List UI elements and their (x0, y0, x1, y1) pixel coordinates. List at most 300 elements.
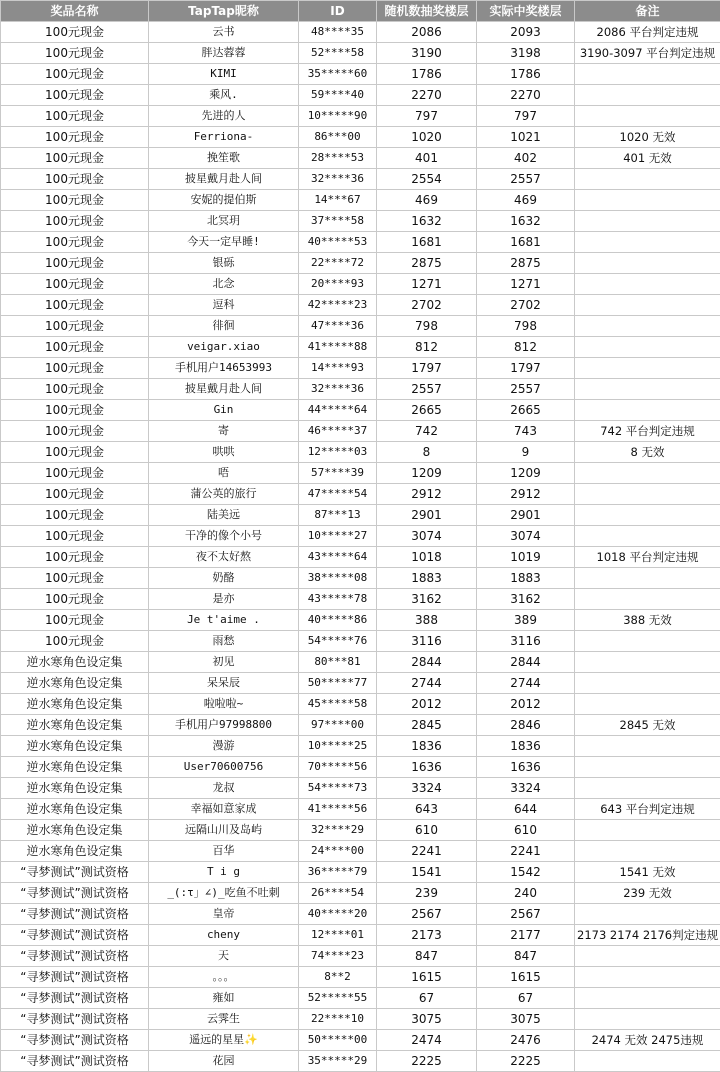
nickname-cell: 北冥玥 (149, 211, 299, 232)
nickname-cell: 哄哄 (149, 442, 299, 463)
remark-cell: 3190-3097 平台判定违规 (575, 43, 720, 64)
nickname-cell: 披星戴月赴人间 (149, 379, 299, 400)
prize-cell: 100元现金 (1, 316, 149, 337)
actual-floor-cell: 798 (477, 316, 575, 337)
table-row (1, 1030, 720, 1051)
prize-cell: 100元现金 (1, 589, 149, 610)
prize-cell: “寻梦测试”测试资格 (1, 1051, 149, 1072)
remark-cell (575, 253, 720, 274)
table-row (1, 358, 720, 379)
actual-floor-cell: 1632 (477, 211, 575, 232)
nickname-cell: 漫游 (149, 736, 299, 757)
table-row (1, 757, 720, 778)
nickname-cell: 安妮的提伯斯 (149, 190, 299, 211)
prize-cell: 100元现金 (1, 295, 149, 316)
nickname-cell: 奶酪 (149, 568, 299, 589)
remark-cell (575, 820, 720, 841)
random-floor-cell: 2912 (377, 484, 477, 505)
nickname-cell: cheny (149, 925, 299, 946)
random-floor-cell: 2086 (377, 22, 477, 43)
id-cell: 41*****88 (299, 337, 377, 358)
prize-cell: 100元现金 (1, 568, 149, 589)
id-cell: 38*****08 (299, 568, 377, 589)
remark-cell (575, 694, 720, 715)
table-row (1, 421, 720, 442)
table-row (1, 799, 720, 820)
remark-cell (575, 337, 720, 358)
table-row (1, 253, 720, 274)
actual-floor-cell: 1797 (477, 358, 575, 379)
prize-cell: 100元现金 (1, 337, 149, 358)
prize-cell: 100元现金 (1, 232, 149, 253)
actual-floor-cell: 3075 (477, 1009, 575, 1030)
nickname-cell: KIMI (149, 64, 299, 85)
id-cell: 86***00 (299, 127, 377, 148)
actual-floor-cell: 1681 (477, 232, 575, 253)
nickname-cell: 胖达蓉蓉 (149, 43, 299, 64)
id-cell: 10*****27 (299, 526, 377, 547)
actual-floor-cell: 2225 (477, 1051, 575, 1072)
prize-cell: “寻梦测试”测试资格 (1, 988, 149, 1009)
table-row (1, 463, 720, 484)
remark-cell: 388 无效 (575, 610, 720, 631)
id-cell: 20****93 (299, 274, 377, 295)
actual-floor-cell: 2844 (477, 652, 575, 673)
random-floor-cell: 643 (377, 799, 477, 820)
nickname-cell: 是亦 (149, 589, 299, 610)
prize-cell: 100元现金 (1, 274, 149, 295)
prize-cell: 100元现金 (1, 421, 149, 442)
table-row (1, 547, 720, 568)
table-row (1, 883, 720, 904)
random-floor-cell: 2225 (377, 1051, 477, 1072)
id-cell: 43*****64 (299, 547, 377, 568)
id-cell: 32****36 (299, 379, 377, 400)
remark-cell (575, 64, 720, 85)
remark-cell (575, 463, 720, 484)
header-random-floor: 随机数抽奖楼层 (377, 1, 477, 22)
nickname-cell: Je t'aime . (149, 610, 299, 631)
actual-floor-cell: 2846 (477, 715, 575, 736)
remark-cell (575, 841, 720, 862)
id-cell: 14***67 (299, 190, 377, 211)
nickname-cell: 逗科 (149, 295, 299, 316)
random-floor-cell: 1681 (377, 232, 477, 253)
header-actual-floor: 实际中奖楼层 (477, 1, 575, 22)
id-cell: 28****53 (299, 148, 377, 169)
actual-floor-cell: 3074 (477, 526, 575, 547)
actual-floor-cell: 610 (477, 820, 575, 841)
table-row (1, 1009, 720, 1030)
header-taptap-nickname: TapTap昵称 (149, 1, 299, 22)
remark-cell (575, 379, 720, 400)
nickname-cell: 呆呆辰 (149, 673, 299, 694)
id-cell: 70*****56 (299, 757, 377, 778)
id-cell: 44*****64 (299, 400, 377, 421)
table-row (1, 589, 720, 610)
id-cell: 22****72 (299, 253, 377, 274)
actual-floor-cell: 9 (477, 442, 575, 463)
header-id: ID (299, 1, 377, 22)
remark-cell: 643 平台判定违规 (575, 799, 720, 820)
id-cell: 12*****03 (299, 442, 377, 463)
nickname-cell: 啦啦啦~ (149, 694, 299, 715)
prize-cell: 100元现金 (1, 211, 149, 232)
nickname-cell: 雨愁 (149, 631, 299, 652)
id-cell: 8**2 (299, 967, 377, 988)
nickname-cell: 蒲公英的旅行 (149, 484, 299, 505)
remark-cell: 1541 无效 (575, 862, 720, 883)
actual-floor-cell: 1786 (477, 64, 575, 85)
actual-floor-cell: 2665 (477, 400, 575, 421)
prize-cell: 逆水寒角色设定集 (1, 673, 149, 694)
nickname-cell: 雍如 (149, 988, 299, 1009)
nickname-cell: 北念 (149, 274, 299, 295)
random-floor-cell: 2875 (377, 253, 477, 274)
remark-cell (575, 904, 720, 925)
random-floor-cell: 1018 (377, 547, 477, 568)
nickname-cell: 先进的人 (149, 106, 299, 127)
remark-cell (575, 190, 720, 211)
prize-cell: 100元现金 (1, 148, 149, 169)
id-cell: 52*****55 (299, 988, 377, 1009)
table-row (1, 904, 720, 925)
nickname-cell: T i g (149, 862, 299, 883)
id-cell: 54*****73 (299, 778, 377, 799)
prize-cell: 100元现金 (1, 547, 149, 568)
prize-cell: “寻梦测试”测试资格 (1, 904, 149, 925)
actual-floor-cell: 2567 (477, 904, 575, 925)
remark-cell: 1020 无效 (575, 127, 720, 148)
actual-floor-cell: 812 (477, 337, 575, 358)
remark-cell (575, 652, 720, 673)
actual-floor-cell: 2270 (477, 85, 575, 106)
actual-floor-cell: 644 (477, 799, 575, 820)
actual-floor-cell: 3162 (477, 589, 575, 610)
table-row (1, 484, 720, 505)
actual-floor-cell: 1019 (477, 547, 575, 568)
remark-cell: 8 无效 (575, 442, 720, 463)
remark-cell: 401 无效 (575, 148, 720, 169)
actual-floor-cell: 743 (477, 421, 575, 442)
nickname-cell: 披星戴月赴人间 (149, 169, 299, 190)
remark-cell (575, 736, 720, 757)
random-floor-cell: 3162 (377, 589, 477, 610)
id-cell: 59****40 (299, 85, 377, 106)
prize-cell: 逆水寒角色设定集 (1, 757, 149, 778)
remark-cell: 2173 2174 2176判定违规 (575, 925, 720, 946)
actual-floor-cell: 2702 (477, 295, 575, 316)
random-floor-cell: 8 (377, 442, 477, 463)
table-row (1, 652, 720, 673)
table-row (1, 673, 720, 694)
table-row (1, 295, 720, 316)
nickname-cell: 手机用户14653993 (149, 358, 299, 379)
prize-cell: 100元现金 (1, 64, 149, 85)
random-floor-cell: 797 (377, 106, 477, 127)
table-row (1, 400, 720, 421)
table-row (1, 736, 720, 757)
prize-cell: 100元现金 (1, 358, 149, 379)
id-cell: 22****10 (299, 1009, 377, 1030)
prize-cell: 100元现金 (1, 190, 149, 211)
table-row (1, 190, 720, 211)
remark-cell (575, 358, 720, 379)
remark-cell (575, 1051, 720, 1072)
id-cell: 47*****54 (299, 484, 377, 505)
prize-cell: 100元现金 (1, 463, 149, 484)
remark-cell (575, 85, 720, 106)
random-floor-cell: 2173 (377, 925, 477, 946)
table-row (1, 631, 720, 652)
random-floor-cell: 2270 (377, 85, 477, 106)
actual-floor-cell: 1271 (477, 274, 575, 295)
table-row (1, 148, 720, 169)
prize-cell: “寻梦测试”测试资格 (1, 883, 149, 904)
actual-floor-cell: 1209 (477, 463, 575, 484)
remark-cell (575, 211, 720, 232)
random-floor-cell: 1786 (377, 64, 477, 85)
random-floor-cell: 2241 (377, 841, 477, 862)
random-floor-cell: 1836 (377, 736, 477, 757)
id-cell: 54*****76 (299, 631, 377, 652)
table-row (1, 442, 720, 463)
id-cell: 12****01 (299, 925, 377, 946)
nickname-cell: 云霁生 (149, 1009, 299, 1030)
random-floor-cell: 1797 (377, 358, 477, 379)
random-floor-cell: 2665 (377, 400, 477, 421)
table-row (1, 946, 720, 967)
header-prize-name: 奖品名称 (1, 1, 149, 22)
nickname-cell: 手机用户97998800 (149, 715, 299, 736)
id-cell: 40*****53 (299, 232, 377, 253)
actual-floor-cell: 847 (477, 946, 575, 967)
remark-cell: 1018 平台判定违规 (575, 547, 720, 568)
random-floor-cell: 2844 (377, 652, 477, 673)
actual-floor-cell: 1636 (477, 757, 575, 778)
prize-cell: 100元现金 (1, 400, 149, 421)
nickname-cell: 徘徊 (149, 316, 299, 337)
remark-cell: 742 平台判定违规 (575, 421, 720, 442)
remark-cell (575, 295, 720, 316)
random-floor-cell: 3074 (377, 526, 477, 547)
table-row (1, 22, 720, 43)
id-cell: 36*****79 (299, 862, 377, 883)
nickname-cell: Ferriona- (149, 127, 299, 148)
prize-cell: 100元现金 (1, 169, 149, 190)
id-cell: 57****39 (299, 463, 377, 484)
prize-cell: 100元现金 (1, 442, 149, 463)
remark-cell (575, 232, 720, 253)
random-floor-cell: 3116 (377, 631, 477, 652)
random-floor-cell: 1541 (377, 862, 477, 883)
table-row (1, 169, 720, 190)
id-cell: 52****58 (299, 43, 377, 64)
remark-cell (575, 400, 720, 421)
table-row (1, 379, 720, 400)
prize-cell: 逆水寒角色设定集 (1, 841, 149, 862)
table-row (1, 925, 720, 946)
prize-cell: 逆水寒角色设定集 (1, 652, 149, 673)
prize-cell: 逆水寒角色设定集 (1, 694, 149, 715)
random-floor-cell: 67 (377, 988, 477, 1009)
actual-floor-cell: 797 (477, 106, 575, 127)
table-row (1, 505, 720, 526)
remark-cell: 239 无效 (575, 883, 720, 904)
prize-cell: 逆水寒角色设定集 (1, 715, 149, 736)
random-floor-cell: 2845 (377, 715, 477, 736)
id-cell: 26****54 (299, 883, 377, 904)
remark-cell (575, 505, 720, 526)
actual-floor-cell: 2476 (477, 1030, 575, 1051)
nickname-cell: 夜不太好熬 (149, 547, 299, 568)
random-floor-cell: 1636 (377, 757, 477, 778)
header-row (1, 1, 720, 22)
id-cell: 45*****58 (299, 694, 377, 715)
nickname-cell: 远隔山川及岛屿 (149, 820, 299, 841)
actual-floor-cell: 240 (477, 883, 575, 904)
nickname-cell: 挽笙歌 (149, 148, 299, 169)
random-floor-cell: 3190 (377, 43, 477, 64)
table-row (1, 988, 720, 1009)
id-cell: 10*****25 (299, 736, 377, 757)
prize-cell: 逆水寒角色设定集 (1, 820, 149, 841)
prize-cell: 100元现金 (1, 631, 149, 652)
actual-floor-cell: 402 (477, 148, 575, 169)
prize-cell: “寻梦测试”测试资格 (1, 1009, 149, 1030)
nickname-cell: Gin (149, 400, 299, 421)
id-cell: 80***81 (299, 652, 377, 673)
random-floor-cell: 2554 (377, 169, 477, 190)
table-row (1, 862, 720, 883)
remark-cell (575, 778, 720, 799)
nickname-cell: 今天一定早睡! (149, 232, 299, 253)
remark-cell (575, 757, 720, 778)
table-row (1, 694, 720, 715)
table-row (1, 526, 720, 547)
random-floor-cell: 2567 (377, 904, 477, 925)
table-row (1, 274, 720, 295)
prize-cell: 逆水寒角色设定集 (1, 778, 149, 799)
id-cell: 46*****37 (299, 421, 377, 442)
prize-cell: 100元现金 (1, 106, 149, 127)
prize-cell: “寻梦测试”测试资格 (1, 946, 149, 967)
random-floor-cell: 812 (377, 337, 477, 358)
actual-floor-cell: 2912 (477, 484, 575, 505)
actual-floor-cell: 469 (477, 190, 575, 211)
remark-cell (575, 316, 720, 337)
nickname-cell: 幸福如意家成 (149, 799, 299, 820)
id-cell: 74****23 (299, 946, 377, 967)
nickname-cell: 花园 (149, 1051, 299, 1072)
actual-floor-cell: 2241 (477, 841, 575, 862)
random-floor-cell: 2557 (377, 379, 477, 400)
actual-floor-cell: 3198 (477, 43, 575, 64)
table-row (1, 43, 720, 64)
table-row (1, 85, 720, 106)
nickname-cell: 陆美远 (149, 505, 299, 526)
id-cell: 43*****78 (299, 589, 377, 610)
table-row (1, 316, 720, 337)
random-floor-cell: 1271 (377, 274, 477, 295)
id-cell: 32****36 (299, 169, 377, 190)
table-row (1, 64, 720, 85)
remark-cell: 2845 无效 (575, 715, 720, 736)
prize-cell: 100元现金 (1, 610, 149, 631)
nickname-cell: 。。。 (149, 967, 299, 988)
prize-cell: 100元现金 (1, 379, 149, 400)
prize-cell: 100元现金 (1, 43, 149, 64)
actual-floor-cell: 2875 (477, 253, 575, 274)
prize-cell: 100元现金 (1, 253, 149, 274)
id-cell: 37****58 (299, 211, 377, 232)
actual-floor-cell: 2177 (477, 925, 575, 946)
actual-floor-cell: 1542 (477, 862, 575, 883)
table-row (1, 610, 720, 631)
table-row (1, 337, 720, 358)
prize-cell: 100元现金 (1, 85, 149, 106)
remark-cell (575, 673, 720, 694)
actual-floor-cell: 1836 (477, 736, 575, 757)
actual-floor-cell: 2744 (477, 673, 575, 694)
nickname-cell: 遥远的星星✨ (149, 1030, 299, 1051)
random-floor-cell: 2744 (377, 673, 477, 694)
actual-floor-cell: 3324 (477, 778, 575, 799)
remark-cell (575, 484, 720, 505)
nickname-cell: 皇帝 (149, 904, 299, 925)
remark-cell (575, 169, 720, 190)
random-floor-cell: 1883 (377, 568, 477, 589)
table-row (1, 127, 720, 148)
actual-floor-cell: 2901 (477, 505, 575, 526)
nickname-cell: 干净的像个小号 (149, 526, 299, 547)
prize-cell: “寻梦测试”测试资格 (1, 1030, 149, 1051)
remark-cell: 2086 平台判定违规 (575, 22, 720, 43)
prize-cell: 100元现金 (1, 505, 149, 526)
actual-floor-cell: 1021 (477, 127, 575, 148)
random-floor-cell: 3324 (377, 778, 477, 799)
id-cell: 48****35 (299, 22, 377, 43)
nickname-cell: 初见 (149, 652, 299, 673)
actual-floor-cell: 3116 (477, 631, 575, 652)
table-row (1, 232, 720, 253)
id-cell: 47****36 (299, 316, 377, 337)
id-cell: 32****29 (299, 820, 377, 841)
nickname-cell: 寄 (149, 421, 299, 442)
random-floor-cell: 1632 (377, 211, 477, 232)
id-cell: 42*****23 (299, 295, 377, 316)
prize-cell: “寻梦测试”测试资格 (1, 862, 149, 883)
random-floor-cell: 401 (377, 148, 477, 169)
nickname-cell: 唔 (149, 463, 299, 484)
id-cell: 41*****56 (299, 799, 377, 820)
random-floor-cell: 2901 (377, 505, 477, 526)
nickname-cell: 银砾 (149, 253, 299, 274)
id-cell: 14****93 (299, 358, 377, 379)
id-cell: 24****00 (299, 841, 377, 862)
random-floor-cell: 1020 (377, 127, 477, 148)
table-row (1, 1051, 720, 1072)
prize-cell: 100元现金 (1, 526, 149, 547)
prize-cell: 100元现金 (1, 484, 149, 505)
id-cell: 97****00 (299, 715, 377, 736)
nickname-cell: _(:τ」∠)_吃鱼不吐刺 (149, 883, 299, 904)
table-row (1, 106, 720, 127)
actual-floor-cell: 1615 (477, 967, 575, 988)
id-cell: 87***13 (299, 505, 377, 526)
prize-cell: 100元现金 (1, 22, 149, 43)
random-floor-cell: 2012 (377, 694, 477, 715)
